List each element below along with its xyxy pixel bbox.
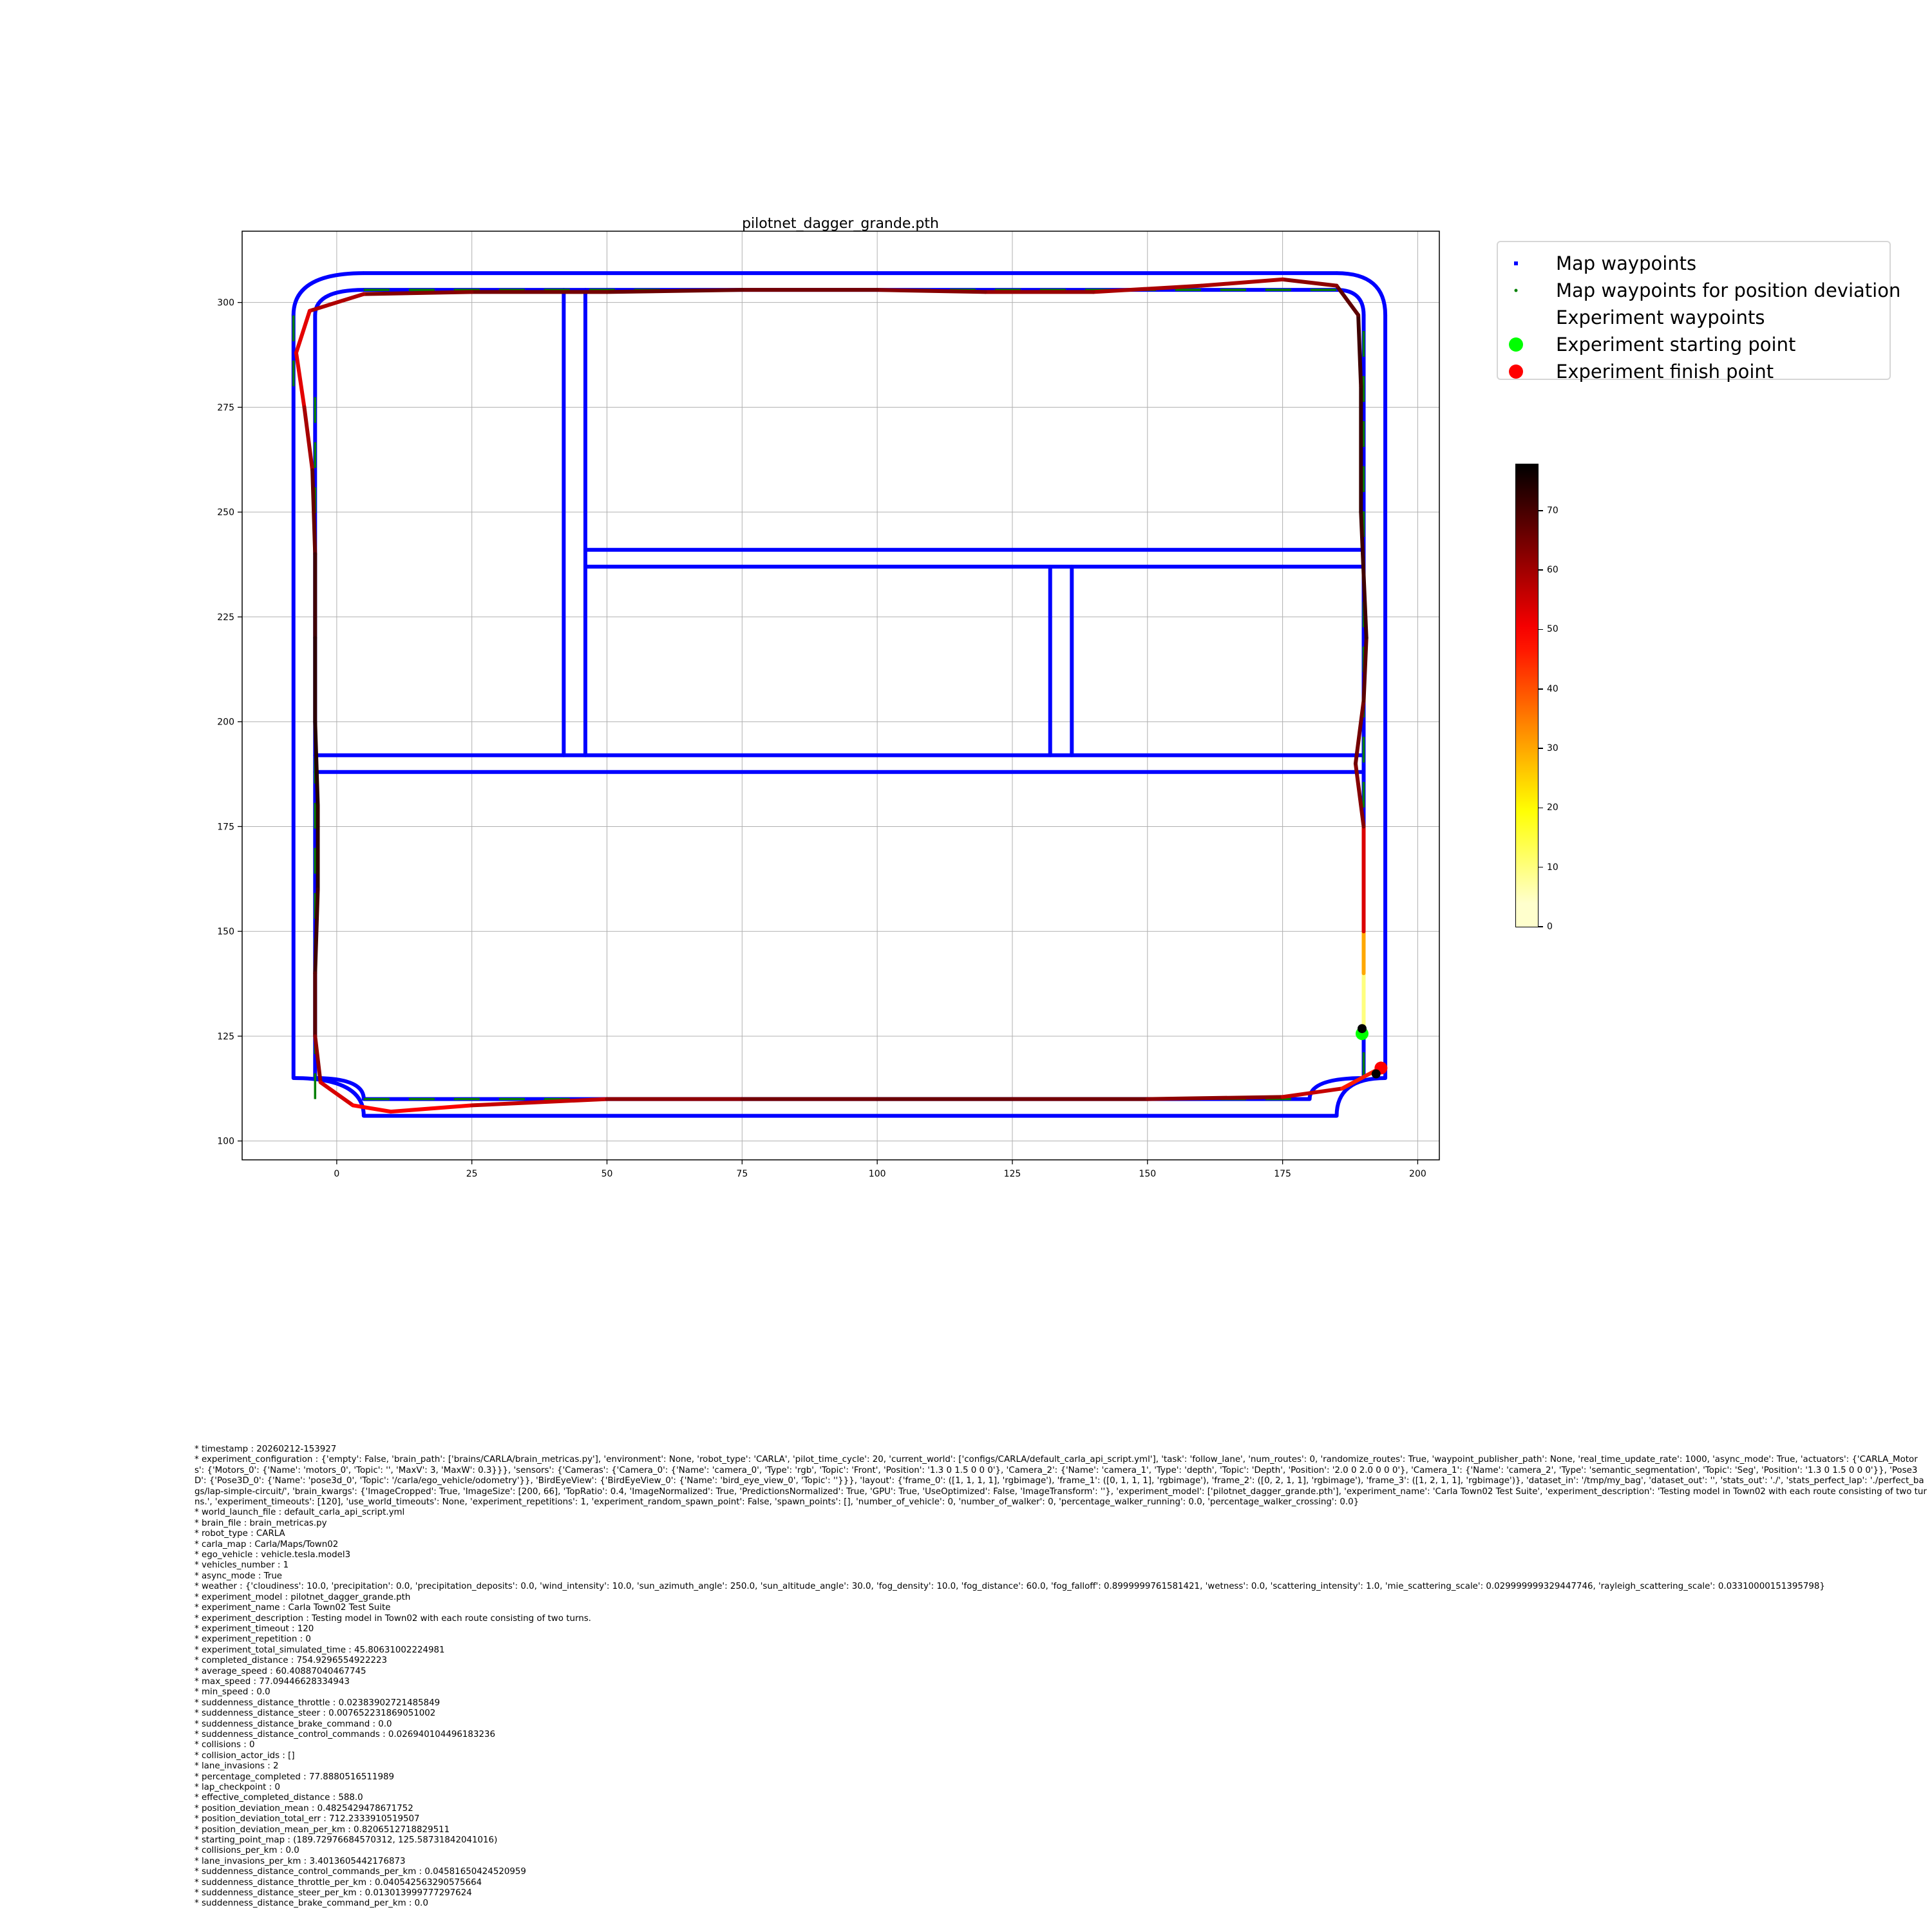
colorbar-tick-label: 0 (1539, 922, 1553, 932)
experiment-waypoint-segment (1202, 279, 1283, 286)
info-line: * lane_invasions_per_km : 3.4013605442176873 (194, 1856, 406, 1866)
axis-ticks (217, 298, 1426, 1179)
x-tick-label: 50 (601, 1169, 613, 1179)
info-line: * brain_file : brain_metricas.py (194, 1518, 327, 1528)
legend-label: Experiment waypoints (1556, 307, 1765, 328)
info-line: * suddenness_distance_steer : 0.007652231869051002 (194, 1709, 436, 1719)
info-line: * collisions : 0 (194, 1740, 255, 1750)
info-line: * percentage_completed : 77.8880516511989 (194, 1772, 394, 1782)
black-marker-start (1358, 1024, 1367, 1033)
experiment-waypoint-segment (1358, 315, 1361, 386)
chart-title: pilotnet_dagger_grande.pth (742, 216, 939, 232)
info-line: * suddenness_distance_control_commands : 0.026940104496183236 (194, 1729, 496, 1739)
info-line: * min_speed : 0.0 (194, 1687, 270, 1698)
y-tick-label: 275 (217, 402, 234, 413)
info-line: * position_deviation_mean : 0.4825429478671752 (194, 1803, 413, 1814)
info-line: * suddenness_distance_throttle : 0.02383902721485849 (194, 1698, 440, 1708)
info-line: * completed_distance : 754.9296554922223 (194, 1656, 388, 1666)
legend-label: Experiment finish point (1556, 361, 1774, 383)
info-line: * world_launch_file : default_carla_api_script.yml (194, 1508, 405, 1518)
y-tick-label: 250 (217, 507, 234, 518)
experiment-info-text (194, 1444, 1927, 1909)
y-tick-label: 100 (217, 1136, 234, 1147)
y-tick-label: 300 (217, 298, 234, 308)
info-line: * experiment_configuration : {'empty': False, 'brain_path': ['brains/CARLA/brain_metricas.py'], 'environment': None, 'robot_type': 'CARLA', 'pilot_time_cycle': 20, 'current_world': ['configs/CARLA/default_carla_api_script.yml'], 'task': 'follow_lane', 'num_routes': 0, 'randomize_routes': True, 'waypoint_publisher_path': None, 'real_time_update_rate': 1000, 'async_mode': True, 'actuators': {'CARLA_Motors': {'Motors_0': {'Name': 'motors_0', 'Topic': '', 'MaxV': 3, 'MaxW': 0.3}}}, 'sensors': {'Cameras': {'Camera_0': {'Name': 'camera_0', 'Type': 'rgb', 'Topic': 'Front', 'Position': '1.3 0 1.5 0 0 0'}, 'Camera_2': {'Name': 'camera_1', 'Type': 'depth', 'Topic': 'Depth', 'Position': '2.0 0 2.0 0 0 0'}, 'Camera_1': {'Name': 'camera_2', 'Type': 'semantic_segmentation', 'Topic': 'Seg', 'Position': '1.3 0 1.5 0 0 0'}}, 'Pose3D': {'Pose3D_0': {'Name': 'pose3d_0', 'Topic': '/carla/ego_vehicle/odometry'}}, 'BirdEyeView': {'BirdEyeView_0': {'Name': 'bird_eye_view_0', 'Topic': ''}}}, 'layout': {'frame_0': ([1, 1, 1, 1], 'rgbimage'), 'frame_1': ([0, 1, 1, 1], 'rgbimage'), 'frame_2': ([0, 2, 1, 1], 'rgbimage'), 'frame_3': ([1, 2, 1, 1], 'rgbimage')}, 'dataset_in': '/tmp/my_bag', 'dataset_out': '', 'stats_out': './', 'stats_perfect_lap': './perfect_bags/lap-simple-circuit/', 'brain_kwargs': {'ImageCropped': True, 'ImageSize': [200, 66], 'TopRatio': 0.4, 'ImageNormalized': True, 'PredictionsNormalized': True, 'GPU': True, 'UseOptimized': False, 'ImageTransform': ''}, 'experiment_model': ['pilotnet_dagger_grande.pth'], 'experiment_name': 'Carla Town02 Test Suite', 'experiment_description': 'Testing model in Town02 with each route consisting of two turns.', 'experiment_timeouts': [120], 'use_world_timeouts': None, 'experiment_repetitions': 1, 'experiment_random_spawn_point': False, 'spawn_points': [], 'number_of_vehicle': 0, 'number_of_walker': 0, 'percentage_walker_running': 0.0, 'percentage_walker_crossing': 0.0} (194, 1455, 1927, 1508)
legend-marker (1509, 365, 1523, 379)
colorbar-tick-label: 60 (1539, 565, 1558, 575)
legend-label: Map waypoints (1556, 252, 1697, 274)
info-line: * experiment_timeout : 120 (194, 1624, 314, 1634)
legend (1497, 241, 1901, 383)
x-tick-label: 125 (1003, 1169, 1021, 1179)
colorbar-tick-label: 40 (1539, 684, 1558, 694)
experiment-waypoint-segment (1364, 638, 1367, 701)
deviation-waypoints-layer (294, 290, 1364, 1099)
info-line: * lap_checkpoint : 0 (194, 1783, 280, 1792)
x-tick-label: 75 (736, 1169, 748, 1179)
info-line: * vehicles_number : 1 (194, 1560, 289, 1571)
info-line: * max_speed : 77.09446628334943 (194, 1676, 350, 1687)
x-tick-label: 150 (1139, 1169, 1157, 1179)
legend-item (1498, 304, 1889, 331)
info-line: * robot_type : CARLA (194, 1529, 285, 1539)
info-line: * suddenness_distance_throttle_per_km : 0.040542563290575664 (194, 1877, 482, 1888)
grid-lines (242, 231, 1439, 1160)
info-line: * carla_map : Carla/Maps/Town02 (194, 1539, 339, 1549)
legend-label: Experiment starting point (1556, 334, 1796, 355)
x-tick-label: 0 (334, 1169, 340, 1179)
legend-item (1498, 358, 1889, 385)
experiment-waypoint-segment (305, 407, 313, 470)
axes-frame (242, 231, 1439, 1160)
legend-item (1498, 250, 1889, 277)
legend-item (1498, 277, 1901, 304)
info-line: * experiment_model : pilotnet_dagger_grande.pth (194, 1592, 411, 1602)
info-line: * position_deviation_mean_per_km : 0.8206512718829511 (194, 1824, 450, 1835)
y-tick-label: 225 (217, 612, 234, 623)
info-line: * collisions_per_km : 0.0 (194, 1846, 299, 1856)
info-line: * lane_invasions : 2 (194, 1761, 279, 1772)
info-line: * collision_actor_ids : [] (194, 1750, 295, 1761)
info-line: * starting_point_map : (189.72976684570312, 125.58731842041016) (194, 1835, 498, 1846)
info-line: * experiment_name : Carla Town02 Test Suite (194, 1603, 391, 1613)
info-line: * average_speed : 60.40887040467745 (194, 1666, 366, 1676)
colorbar-tick-label: 30 (1539, 743, 1558, 753)
experiment-waypoint-segment (312, 470, 315, 554)
info-line: * experiment_total_simulated_time : 45.80631002224981 (194, 1645, 445, 1655)
x-tick-label: 200 (1409, 1169, 1426, 1179)
experiment-waypoint-segment (315, 722, 317, 806)
x-tick-label: 25 (466, 1169, 478, 1179)
legend-label: Map waypoints for position deviation (1556, 279, 1901, 301)
info-line: * ego_vehicle : vehicle.tesla.model3 (194, 1550, 351, 1560)
info-line: * experiment_description : Testing model in Town02 with each route consisting of two turns. (194, 1613, 591, 1624)
markers-layer (1356, 1024, 1387, 1078)
colorbar-tick-label: 10 (1539, 862, 1558, 873)
colorbar (1515, 464, 1539, 927)
experiment-waypoint-segment (877, 290, 985, 292)
colorbar-tick-label: 50 (1539, 624, 1558, 634)
map-waypoints-layer (294, 273, 1385, 1116)
info-line: * timestamp : 20260212-153927 (194, 1444, 337, 1454)
info-line: * weather : {'cloudiness': 10.0, 'precipitation': 0.0, 'precipitation_deposits': 0.0, 'wind_intensity': 10.0, 'sun_azimuth_angle': 250.0, 'sun_altitude_angle': 30.0, 'fog_density': 10.0, 'fog_distance': 60.0, 'fog_falloff': 0.8999999761581421, 'wetness': 0.0, 'scattering_intensity': 1.0, 'mie_scattering_scale': 0.029999999329447746, 'rayleigh_scattering_scale': 0.03310000151395798} (194, 1582, 1825, 1592)
experiment-waypoint-segment (364, 292, 472, 294)
legend-marker (1514, 261, 1518, 265)
legend-marker (1515, 289, 1518, 292)
info-line: * position_deviation_total_err : 712.2333910519507 (194, 1814, 420, 1824)
experiment-trajectory-layer (296, 279, 1378, 1112)
y-tick-label: 125 (217, 1031, 234, 1042)
colorbar-tick-label: 70 (1539, 506, 1558, 516)
y-tick-label: 150 (217, 927, 234, 938)
experiment-waypoint-segment (296, 311, 310, 353)
experiment-waypoint-segment (353, 1105, 391, 1112)
info-line: * suddenness_distance_control_commands_per_km : 0.04581650424520959 (194, 1867, 526, 1877)
legend-item (1498, 331, 1889, 358)
black-marker-finish (1372, 1070, 1381, 1079)
legend-marker (1509, 337, 1523, 352)
colorbar-tick-label: 20 (1539, 802, 1558, 813)
experiment-waypoint-segment (296, 353, 305, 408)
info-line: * suddenness_distance_brake_command : 0.0 (194, 1719, 392, 1729)
y-tick-label: 175 (217, 822, 234, 833)
experiment-waypoint-segment (315, 889, 317, 973)
x-tick-label: 175 (1274, 1169, 1291, 1179)
experiment-waypoint-segment (607, 290, 743, 292)
experiment-waypoint-segment (1283, 279, 1337, 286)
experiment-waypoint-segment (1148, 1097, 1283, 1099)
map-waypoint-corner (1337, 1078, 1386, 1116)
info-line: * suddenness_distance_brake_command_per_km : 0.0 (194, 1899, 428, 1909)
info-line: * async_mode : True (194, 1571, 283, 1581)
info-line: * suddenness_distance_steer_per_km : 0.013013999777297624 (194, 1888, 472, 1899)
info-line: * experiment_repetition : 0 (194, 1634, 311, 1645)
info-line: * effective_completed_distance : 588.0 (194, 1793, 363, 1803)
experiment-waypoint-segment (391, 1105, 472, 1112)
x-tick-label: 100 (868, 1169, 886, 1179)
y-tick-label: 200 (217, 717, 234, 728)
